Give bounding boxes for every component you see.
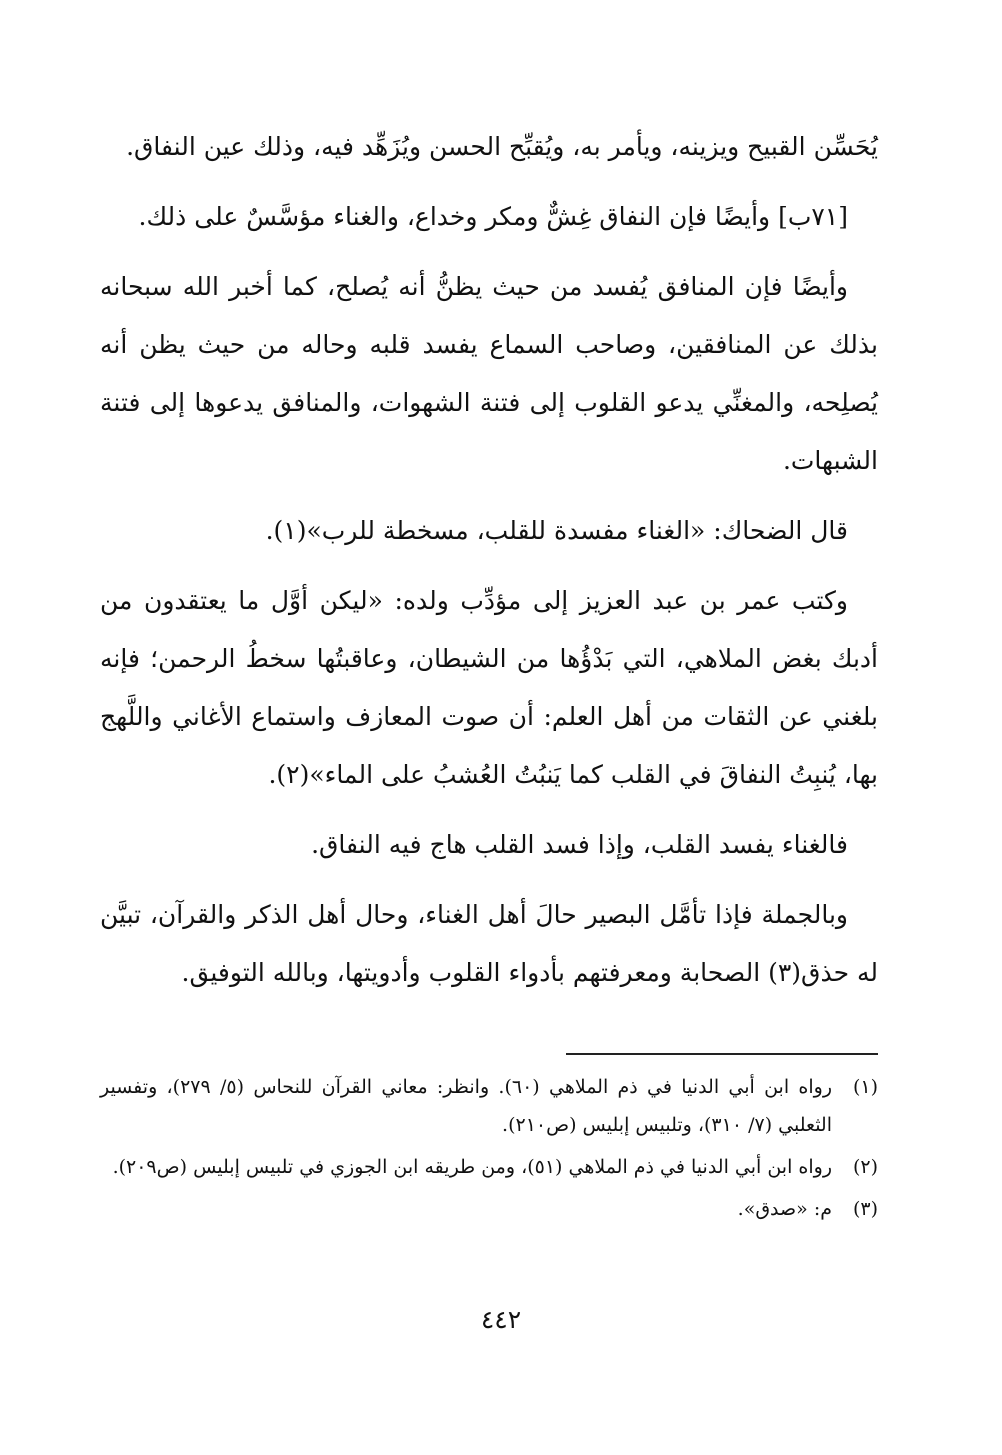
page-number: ٤٤٢ [480, 1305, 522, 1334]
paragraph: قال الضحاك: «الغناء مفسدة للقلب، مسخطة للرب»(١). [265, 516, 848, 545]
paragraph: يُحَسِّن القبيح ويزينه، ويأمر به، ويُقبِّح الحسن ويُزَهِّد فيه، وذلك عين النفاق. [126, 132, 878, 161]
footnote-number: (٣) [852, 1198, 878, 1220]
footnote-text: رواه ابن أبي الدنيا في ذم الملاهي (٥١)، ومن طريقه ابن الجوزي في تلبيس إبليس (ص٢٠٩). [112, 1156, 832, 1178]
footnote-number: (١) [852, 1076, 878, 1098]
paragraph: وبالجملة فإذا تأمَّل البصير حالَ أهل الغناء، وحال أهل الذكر والقرآن، تبيَّن له حذق(٣) الصحابة ومعرفتهم بأدواء القلوب وأدويتها، وبالله التوفيق. [100, 900, 878, 987]
main-text [100, 118, 878, 1014]
paragraph: [٧١ب] وأيضًا فإن النفاق غِشٌّ ومكر وخداع، والغناء مؤسَّسٌ على ذلك. [138, 202, 848, 231]
footnote [100, 1190, 878, 1228]
footnote-text: رواه ابن أبي الدنيا في ذم الملاهي (٦٠). وانظر: معاني القرآن للنحاس (٥/ ٢٧٩)، وتفسير الثعلبي (٧/ ٣١٠)، وتلبيس إبليس (ص٢١٠). [100, 1076, 832, 1136]
footnote [100, 1068, 878, 1144]
footnote-text: م: «صدق». [737, 1198, 832, 1220]
paragraph: وأيضًا فإن المنافق يُفسد من حيث يظنُّ أنه يُصلح، كما أخبر الله سبحانه بذلك عن المنافقين، وصاحب السماع يفسد قلبه وحاله من حيث يظن أنه يُصلِحه، والمغنِّي يدعو القلوب إلى فتنة الشهوات، والمنافق يدعوها إلى فتنة الشبهات. [100, 272, 878, 475]
footnote-divider [566, 1053, 878, 1055]
paragraph: وكتب عمر بن عبد العزيز إلى مؤدِّب ولده: «ليكن أوَّل ما يعتقدون من أدبك بغض الملاهي، التي بَدْؤُها من الشيطان، وعاقبتُها سخطُ الرحمن؛ فإنه بلغني عن الثقات من أهل العلم: أن صوت المعازف واستماع الأغاني واللَّهج بها، يُنبِتُ النفاقَ في القلب كما يَنبُتُ العُشبُ على الماء»(٢). [100, 586, 878, 789]
footnotes [100, 1068, 878, 1232]
paragraph: فالغناء يفسد القلب، وإذا فسد القلب هاج فيه النفاق. [311, 830, 848, 859]
footnote-number: (٢) [852, 1156, 878, 1178]
footnote [100, 1148, 878, 1186]
